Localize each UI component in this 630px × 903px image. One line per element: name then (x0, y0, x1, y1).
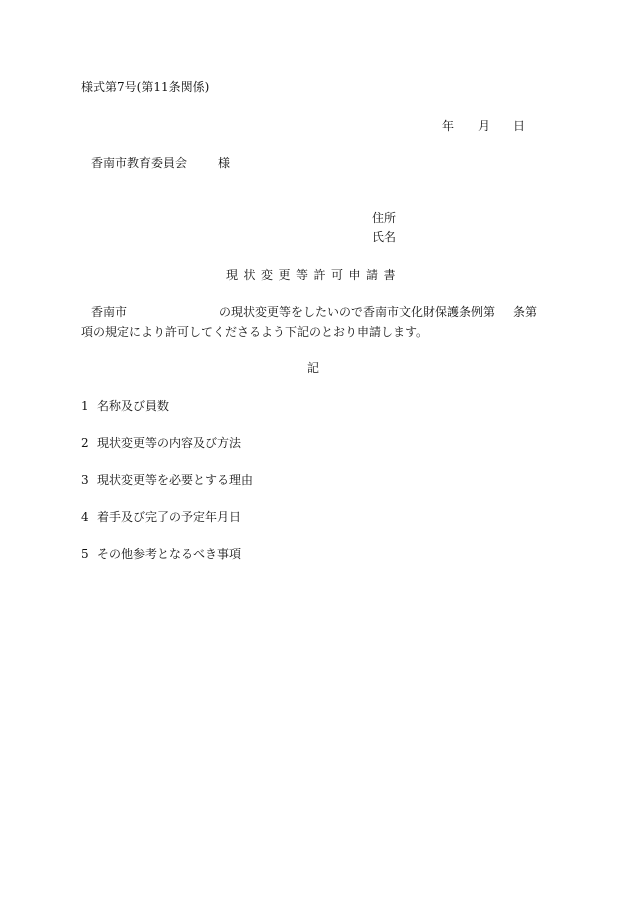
list-item-label: その他参考となるべき事項 (97, 547, 242, 561)
list-item-label: 現状変更等の内容及び方法 (97, 436, 242, 450)
body-request-text: の現状変更等をしたいので香南市文化財保護条例第 (219, 305, 496, 319)
list-item-label: 着手及び完了の予定年月日 (97, 510, 242, 524)
ki-heading: 記 (307, 361, 320, 375)
addressee-honorific: 様 (218, 156, 231, 170)
form-number: 様式第7号(第11条関係) (81, 80, 210, 94)
list-item-number: 4 (81, 510, 89, 524)
list-item-number: 5 (81, 547, 89, 561)
date-day-label: 日 (513, 119, 526, 133)
list-item (81, 511, 241, 523)
list-item-label: 現状変更等を必要とする理由 (97, 473, 254, 487)
list-item (81, 474, 253, 486)
list-item (81, 437, 241, 449)
date-year-label: 年 (442, 119, 455, 133)
list-item (81, 548, 241, 560)
document-title: 現状変更等許可申請書 (226, 268, 402, 282)
list-item-number: 3 (81, 473, 89, 487)
list-item (81, 400, 169, 412)
list-item-number: 1 (81, 399, 89, 413)
applicant-name-label: 氏名 (372, 230, 397, 244)
body-city: 香南市 (91, 305, 128, 319)
date-month-label: 月 (478, 119, 491, 133)
addressee-name: 香南市教育委員会 (91, 156, 188, 170)
applicant-address-label: 住所 (372, 211, 397, 225)
body-request-continuation: 項の規定により許可してくださるよう下記のとおり申請します。 (81, 325, 429, 339)
list-item-number: 2 (81, 436, 89, 450)
list-item-label: 名称及び員数 (97, 399, 170, 413)
body-article-text: 条第 (513, 305, 538, 319)
